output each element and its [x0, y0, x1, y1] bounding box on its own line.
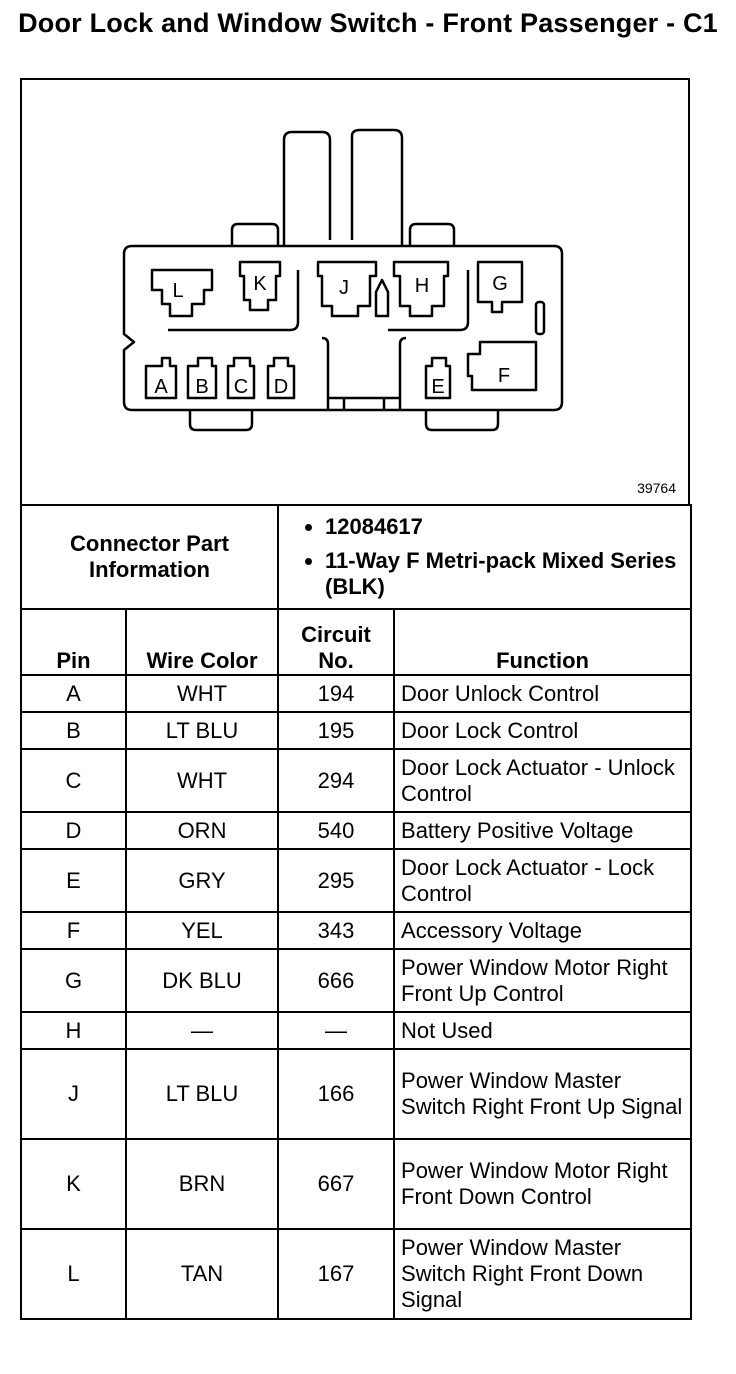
header-pin: Pin	[21, 609, 126, 675]
pin-cell: E	[21, 849, 126, 912]
pin-label-e: E	[431, 376, 445, 398]
pin-label-g: G	[492, 273, 508, 295]
wire-color-cell: WHT	[126, 749, 278, 812]
circuit-cell: 194	[278, 675, 394, 712]
page-title: Door Lock and Window Switch - Front Passenger - C1	[18, 8, 718, 38]
tab-left	[232, 224, 278, 246]
circuit-cell: 343	[278, 912, 394, 949]
wire-color-cell: LT BLU	[126, 712, 278, 749]
wire-color-cell: WHT	[126, 675, 278, 712]
function-cell: Door Lock Actuator - Lock Control	[394, 849, 691, 912]
pin-cell: H	[21, 1012, 126, 1049]
connector-info-row	[21, 505, 691, 609]
connector-face-drawing	[22, 80, 688, 504]
connector-diagram	[20, 78, 690, 506]
pin-cell: A	[21, 675, 126, 712]
pin-cell: F	[21, 912, 126, 949]
circuit-cell: 666	[278, 949, 394, 1012]
rail-left	[168, 270, 298, 330]
function-cell: Power Window Master Switch Right Front Up Signal	[394, 1049, 691, 1139]
polarizer	[376, 280, 388, 316]
side-slot	[536, 302, 544, 334]
table-row	[21, 1229, 691, 1319]
function-cell: Power Window Master Switch Right Front Down Signal	[394, 1229, 691, 1319]
table-row	[21, 675, 691, 712]
pin-cell: G	[21, 949, 126, 1012]
pin-cell: D	[21, 812, 126, 849]
bottom-tab-left	[190, 410, 252, 430]
pin-label-k: K	[253, 273, 267, 295]
latch-right	[352, 130, 402, 246]
pin-table	[20, 504, 692, 1320]
header-row	[21, 609, 691, 675]
circuit-cell: 667	[278, 1139, 394, 1229]
circuit-cell: 195	[278, 712, 394, 749]
wire-color-cell: BRN	[126, 1139, 278, 1229]
table-row	[21, 1139, 691, 1229]
circuit-cell: 167	[278, 1229, 394, 1319]
tab-right	[410, 224, 454, 246]
bottom-tab-right	[426, 410, 498, 430]
circuit-cell: 540	[278, 812, 394, 849]
function-cell: Power Window Motor Right Front Down Control	[394, 1139, 691, 1229]
table-row	[21, 712, 691, 749]
figure-number: 39764	[637, 480, 676, 496]
circuit-cell: 166	[278, 1049, 394, 1139]
center-key	[322, 338, 406, 410]
function-cell: Door Unlock Control	[394, 675, 691, 712]
pin-label-h: H	[414, 275, 430, 297]
pin-label-l: L	[172, 280, 184, 302]
connector-part-number: • 12084617	[325, 514, 684, 540]
pin-cell: K	[21, 1139, 126, 1229]
pin-cell: B	[21, 712, 126, 749]
function-cell: Accessory Voltage	[394, 912, 691, 949]
function-cell: Power Window Motor Right Front Up Control	[394, 949, 691, 1012]
table-row	[21, 849, 691, 912]
wire-color-cell: TAN	[126, 1229, 278, 1319]
pin-label-c: C	[233, 376, 249, 398]
table-row	[21, 749, 691, 812]
pin-cell: J	[21, 1049, 126, 1139]
connector-info	[278, 505, 691, 609]
function-cell: Battery Positive Voltage	[394, 812, 691, 849]
table-row	[21, 949, 691, 1012]
function-cell: Not Used	[394, 1012, 691, 1049]
wire-color-cell: DK BLU	[126, 949, 278, 1012]
pin-cell: C	[21, 749, 126, 812]
wire-color-cell: YEL	[126, 912, 278, 949]
pin-cell: L	[21, 1229, 126, 1319]
table-row	[21, 812, 691, 849]
table-row	[21, 912, 691, 949]
connector-info-label: Connector Part Information	[21, 505, 278, 609]
pin-label-j: J	[339, 277, 349, 299]
function-cell: Door Lock Actuator - Unlock Control	[394, 749, 691, 812]
circuit-cell: 294	[278, 749, 394, 812]
pin-label-b: B	[195, 376, 209, 398]
connector-type: • 11-Way F Metri-pack Mixed Series (BLK)	[325, 548, 684, 600]
header-function: Function	[394, 609, 691, 675]
latch-left	[284, 132, 330, 246]
header-circuit: Circuit No.	[278, 609, 394, 675]
pin-label-f: F	[497, 365, 511, 387]
wire-color-cell: ORN	[126, 812, 278, 849]
function-cell: Door Lock Control	[394, 712, 691, 749]
table-row	[21, 1012, 691, 1049]
pin-label-a: A	[154, 376, 168, 398]
header-wire-color: Wire Color	[126, 609, 278, 675]
wire-color-cell: —	[126, 1012, 278, 1049]
wire-color-cell: LT BLU	[126, 1049, 278, 1139]
circuit-cell: 295	[278, 849, 394, 912]
pin-label-d: D	[273, 376, 289, 398]
wire-color-cell: GRY	[126, 849, 278, 912]
circuit-cell: —	[278, 1012, 394, 1049]
table-row	[21, 1049, 691, 1139]
